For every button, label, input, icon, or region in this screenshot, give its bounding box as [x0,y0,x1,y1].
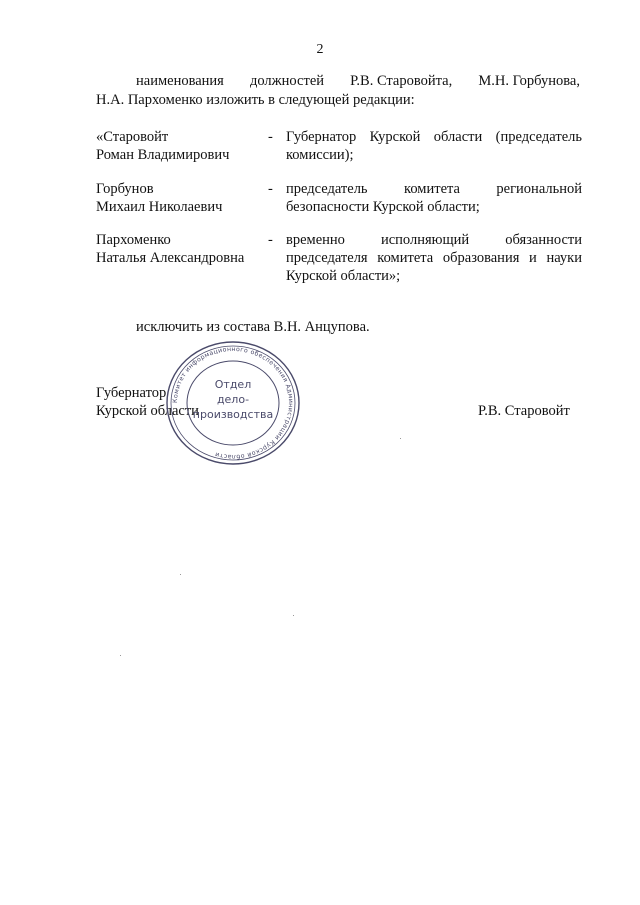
scan-speck [293,615,294,616]
intro-line-1 [136,72,580,90]
member-given-name: Роман Владимирович [96,147,230,163]
member-dash: - [268,232,273,248]
stamp-line: Отдел [214,378,252,391]
page-number: 2 [316,42,324,57]
position-line: председателя комитета образования и науки [286,250,582,266]
intro-word: должностей [249,73,325,89]
office-stamp [163,338,303,468]
position-line: председатель комитета региональной [286,181,582,197]
member-given-name: Михаил Николаевич [96,199,223,215]
position-line: безопасности Курской области; [286,199,480,215]
member-surname: Горбунов [96,181,154,197]
scan-speck [400,438,401,439]
member-surname: Пархоменко [96,232,171,248]
member-dash: - [268,181,273,197]
member-position [286,180,582,216]
signature-title-line: Курской области [96,403,199,419]
member-dash: - [268,129,273,145]
signature-name: Р.В. Старовойт [478,403,570,419]
scan-speck [180,574,181,575]
member-position [286,128,582,164]
scan-speck [120,655,121,656]
position-line: комиссии); [286,147,354,163]
intro-line-2: Н.А. Пархоменко изложить в следующей редакции: [96,92,415,108]
signature-title-line: Губернатор [96,385,167,401]
stamp-line: производства [192,408,274,421]
member-given-name: Наталья Александровна [96,250,245,266]
stamp-ring-text: Комитет информационного обеспечения Администрации Курской области [171,345,295,461]
member-surname: «Старовойт [96,129,169,145]
position-line: временно исполняющий обязанности [286,232,582,248]
intro-word: наименования [136,73,224,89]
position-line: Курской области»; [286,268,401,284]
exclusion-text: исключить из состава В.Н. Анцупова. [136,319,370,335]
member-position [286,231,582,285]
intro-word: М.Н. Горбунова, [478,73,580,89]
position-line: Губернатор Курской области (председатель [286,129,582,145]
intro-word: Р.В. Старовойта, [350,73,453,89]
stamp-line: дело- [216,393,250,406]
